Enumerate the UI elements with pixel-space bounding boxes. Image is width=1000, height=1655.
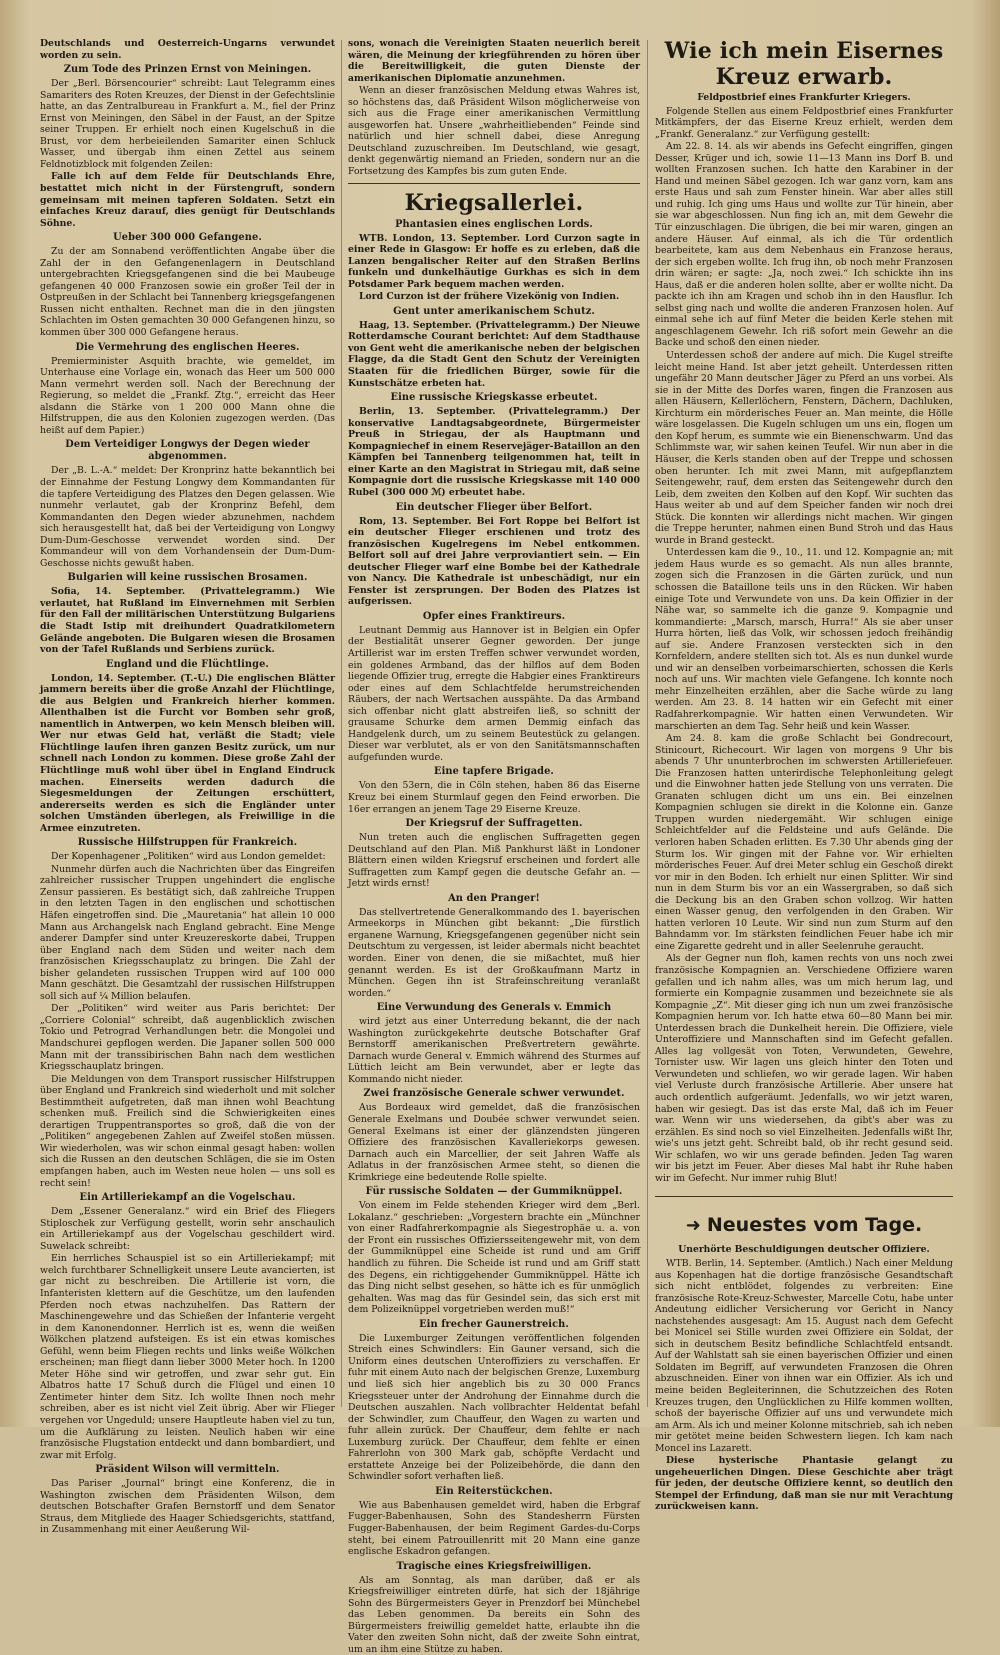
paragraph: Zu der am Sonnabend veröffentlichten Angabe über die Zahl der in den Gefangenenlagern in Deutschland untergebrachten Kriegsgefangenen sind die bei Maubeuge gefangenen 40 000 Franzosen sowie ein großer Teil der in Ostpreußen in der Schlacht bei Tannenberg kriegsgefangenen Russen nicht enthalten. Rechnet man die in den jüngsten Schlachten im Osten gemachten 30 000 Gefangenen hinzu, so kommen über 300 000 Gefangene heraus. [40,246,335,339]
article-heading: Präsident Wilson will vermitteln. [95,1464,280,1476]
paragraph: Berlin, 13. September. (Privattelegramm.) Der konservative Landtagsabgeordnete, Bürgermeister Preuß in Striegau, der als Hauptmann und Kompagniechef in einem Reservejäger-Bataillon an den Kämpfen bei Tannenberg teilgenommen hat, teilt in einer Karte an den Magistrat in Striegau mit, daß seine Kompagnie dort die russische Kriegskasse mit 140 000 Rubel (300 000 ℳ) erbeutet habe. [348,406,640,498]
paragraph: wird jetzt aus einer Unterredung bekannt, die der nach Washington zurückgekehrte deutsche Botschafter Graf Bernstorff amerikanischen Preßvertretern gewährte. Darnach wurde General v. Emmich während des Sturmes auf Lüttich leicht am Bein verwundet, aber er legte das Kommando nicht nieder. [348,1016,640,1085]
paragraph: Der Kopenhagener „Politiken“ wird aus London gemeldet: [51,851,326,863]
article-heading: Eine tapfere Brigade. [434,766,554,778]
article-heading: Ueber 300 000 Gefangene. [113,232,262,244]
paragraph: Wenn an dieser französischen Meldung etwas Wahres ist, so höchstens das, daß Präsident Wilson möglicherweise von sich aus die Frage einer amerikanischen Vermittlung ausgeworfen hat. Unsere „wahrheitliebenden“ Feinde sind natürlich und hier schnell dabei, diese Anregung Deutschland zuzuschreiben. Im Deutschland, wie gesagt, denkt gegenwärtig niemand an Frieden, sondern nur an die Fortsetzung des Kampfes bis zum guten Ende. [348,85,640,178]
paragraph: Am 24. 8. kam die große Schlacht bei Gondrecourt, Stinicourt, Richecourt. Wir lagen von morgens 9 Uhr bis abends 7 Uhr ununterbrochen im schwersten Artilleriefeuer. Die Franzosen hatten unterirdische Telephonleitung gelegt und die Einwohner hatten jede Stellung von uns verraten. Die Granaten schlugen dicht um uns ein. Bei einzelnen Kompagnien schlugen sie direkt in die Kolonne ein. Ganze Truppen wurden niedergemäht. Wir schlugen einige Schleichtfelder auf die Feldsteine und aufs Gelände. Die verloren haben Schaden erlitten. Es 7.30 Uhr abends ging der Sturm los. Wir gingen mit der Fahne vor. Wir erhielten mörderisches Feuer. Auf drei Meter schlug ein Geschoß direkt vor mir in den Boden. Ich erhielt nur einen Splitter. Wir sind nun in dem Sturm bis vor an ein Wassergraben, so daß sich die Deckung bis an den Graben schon vollzog. Wir hatten einen Wasser genug, den verfolgenden in den Graben. Wir hatten verloren 10 Leute. Wir sind nun zum Sturm auf den Bahndamm vor. Im stärksten feindlichen Feuer habe ich mir eine Zigarette gedreht und in aller Seelenruhe geraucht. [655,733,953,952]
paragraph: Lord Curzon ist der frühere Vizekönig von Indien. [359,291,620,303]
section-title [655,1213,953,1238]
paragraph: Dem „Essener Generalanz.“ wird ein Brief des Fliegers Stiploschek zur Verfügung gestellt, worin sehr anschaulich ein Artilleriekampf aus der Vogelschau geschildert wird. Suwelack schreibt: [40,1206,335,1252]
paragraph: Der „B. L.-A.“ meldet: Der Kronprinz hatte bekanntlich bei der Einnahme der Festung Longwy dem Kommandanten für die tapfere Verteidigung des Platzes den Degen gelassen. Wie nunmehr verlautet, gab der Kronprinz Befehl, dem Kommandanten den Degen wieder abzunehmen, nachdem sich herausgestellt hat, daß bei der Verteidigung von Longwy Dum-Dum-Geschosse verwendet worden sind. Der Kommandeur will von dem Vorhandensein der Dum-Dum-Geschosse nichts gewußt haben. [40,465,335,569]
article-subheading: Feldpostbrief eines Frankfurter Kriegers. [697,92,911,103]
section-title-text: Neuestes vom Tage. [706,1214,923,1237]
article-heading: Eine Verwundung des Generals v. Emmich [376,1002,612,1014]
section-title: Kriegsallerlei. [404,189,584,216]
column-left [40,38,335,1536]
paragraph: Haag, 13. September. (Privattelegramm.) Der Nieuwe Rotterdamsche Courant berichtet: Auf dem Stadthause von Gent weht die amerikanische neben der belgischen Flagge, da die Stadt Gent den Schutz der Vereinigten Staaten für die friedlichen Bürger, sowie für die Kunstschätze erbeten hat. [348,319,640,389]
column-rule [341,40,342,1407]
article-heading: Eine russische Kriegskasse erbeutet. [390,392,598,404]
paragraph: Als der Gegner nun floh, kamen rechts von uns noch zwei französische Kompagnien an. Verschiedene Offiziere waren gefallen und ich nahm alles, was um mich herum lag, und formierte ein Kompagnie zusammen und bezeichnete sie als Kompagnie „Z“. Mit dieser ging ich nun um zwei französische Kompagnien herum vor. Ich hatte etwa 60—80 Mann bei mir. Unterdessen brach die Dunkelheit herein. Die Offiziere, viele Unteroffiziere und Mannschaften sind im Gefecht gefallen. Alles lag vollgesät von Toten, Verwundeten, Gewehre, Tornister usw. Wir lagen uns gleich hinter den Toten und Verwundeten und schliefen, wo wir gerade lagen. Wir haben viel Verluste durch französische Artillerie. Aber unsere hat auch ordentlich aufgeräumt. Jedenfalls, wo wir jetzt waren, haben wir gesiegt. Das ist das erste Mal, daß ich im Feuer war. Wenn wir uns wiedersehen, da gibt's aber was zu erzählen. Es sind noch so viel Einzelheiten. Jedenfalls wißt Ihr, wie's uns jetzt geht. Schreibt bald, ob ihr recht gesund seid. Wir schlafen, wo wir uns gerade befinden. Jeden Tag waren wir bis jetzt im Feuer. Aber dieses Mal habt ihr Ruhe haben wir im Gefecht. Nur immer ruhig Blut! [655,953,953,1184]
paragraph: Ein herrliches Schauspiel ist so ein Artilleriekampf; mit welch furchtbarer Schnelligkeit unsere Leute avancierten, ist gar nicht zu beschreiben. Die Artillerie ist vorn, die Infanteristen klettern auf die Geschütze, um den laufenden Pferden noch etwas nachzuhelfen. Das Rattern der Maschinengewehre und das Schießen der Infanterie vergeht in dem Kanonendonner. Herrlich ist es, wenn die weißen Wölkchen platzend aufsteigen. Es ist ein etwas komisches Gefühl, wenn beim Fliegen rechts und links weiße Wölkchen erscheinen; man fliegt dann lieber 3000 Meter hoch. In 1200 Meter Höhe sind wir getroffen, und zwar sehr gut. Ein Albatros hatte 17 Schuß durch die Flügel und einen 10 Zentimeter hinter dem Sitz. Ich wollte Ihnen noch mehr schreiben, aber es ist nicht viel Zeit übrig. Aber wir Flieger vergehen vor Ungeduld; unsere Hauptleute haben viel zu tun, um die Aufklärung zu leisten. Neulich haben wir eine französische Flugstation entdeckt und dann bombardiert, und zwar mit Erfolg. [40,1253,335,1461]
paragraph: Leutnant Demmig aus Hannover ist in Belgien ein Opfer der Bestialität unserer Gegner geworden. Der junge Artillerist war im ersten Treffen schwer verwundet worden, ein goldenes Armband, das der hilflos auf dem Boden liegende Offizier trug, erregte die Habgier eines Franktireurs oder eines auf dem Schlachtfelde herumstreichenden Räubers, der nach Wertsachen ausspähte. Da das Armband sich offenbar nicht glatt abstreifen ließ, so schnitt der grausame Schurke dem armen Demmig einfach das Handgelenk durch, um zu seinem Beutestück zu gelangen. Dieser war verblutet, als er von den Sanitätsmannschaften aufgefunden wurde. [348,624,640,763]
article-heading: Zwei französische Generale schwer verwundet. [363,1088,625,1100]
paragraph: Nun treten auch die englischen Suffragetten gegen Deutschland auf den Plan. Miß Pankhurst läßt in Londoner Blättern einen wilden Kriegsruf erscheinen und fordert alle Suffragetten zum Kampf gegen die deutsche Gefahr an. — Jetzt wirds ernst! [348,832,640,890]
article-heading: Ein Artilleriekampf an die Vogelschau. [79,1192,296,1204]
paragraph: Deutschlands und Oesterreich-Ungarns verwundet worden zu sein. [40,38,335,61]
column-rule [647,40,648,1407]
article-subheading: Unerhörte Beschuldigungen deutscher Offiziere. [678,1244,930,1256]
article-heading: Ein Reiterstückchen. [435,1485,553,1497]
paragraph: Das stellvertretende Generalkommando des 1. bayerischen Armeekorps in München gibt bekannt: „Die fürstlich erganene Warnung, Kriegsgefangenen gegenüber nicht sein Deutschtum zu vergessen, ist leider abermals nicht beachtet worden. Einer von denen, die sie mißachtet, muß hier genannt werden. Es ist der Großkaufmann Martz in München. Gegen ihn ist Strafeinschreitung veranlaßt worden.“ [348,906,640,999]
paragraph: Premierminister Asquith brachte, wie gemeldet, im Unterhause eine Vorlage ein, wonach das Heer um 500 000 Mann vermehrt werden soll. Nach der Berechnung der Regierung, so meldet die „Frankf. Ztg.“, erreicht das Heer alsdann die Stärke von 1 200 000 Mann ohne die Hilfstruppen, die aus den Kolonien zugezogen werden. (Das heißt auf dem Papier.) [40,355,335,436]
section-title: Wie ich mein Eisernes Kreuz erwarb. [664,38,944,90]
article-heading: Für russische Soldaten — der Gummiknüppel. [365,1186,623,1198]
article-heading: England und die Flüchtlinge. [106,658,269,670]
paragraph: Der „Berl. Börsencourier“ schreibt: Laut Telegramm eines Samariters des Roten Kreuzes, der Dienst in der Gefechtslinie hatte, an das Zentralbureau in Frankfurt a. M., fiel der Prinz Ernst von Meiningen, den Säbel in der Faust, an der Spitze seiner Truppen. Er erhielt noch einen Kugelschuß in die Brust, vor dem herbeieilenden Samariter einen Schluck Wasser, und übergab ihm einen Zettel aus seinem Feldnotizblock mit folgenden Zeilen: [40,78,335,170]
article-heading: Ein deutscher Flieger über Belfort. [395,501,593,513]
article-heading: An den Pranger! [448,892,540,904]
divider [348,183,640,184]
paragraph: Unterdessen schoß der andere auf mich. Die Kugel streifte leicht meine Hand. Ist aber jetzt geheilt. Unterdessen ritten ungefähr 20 Mann deutscher Jäger zu Pferd an uns vorbei. Als sie in der Mitte des Dorfes waren, fingen die Franzosen aus allen Häusern, Kellerlöchern, Fenstern, Dächern, Dachluken, Kirchturm ein mörderisches Feuer an. Man meinte, die Hölle wäre losgelassen. Die Kugeln schlugen um uns ein, flogen um den Kopf herum, es summte wie ein Bienenschwarm. Und das Schlimmste war, wir sahen keinen Teufel. Wir nun aber in die Häuser, die Kerls standen oben auf der Treppe und schossen oben herunter. Ich mit zwei Mann, mit aufgepflanztem Seitengewehr, rauf, dem ersten das Seitengewehr durch den Leib, dem zweiten den Kolben auf den Kopf. Wir suchten das Haus weiter ab und auf dem Speicher fanden wir noch drei Stück. Die konnten wir allerdings nicht machen. Wir gingen die Treppe herunter, nahmen einen Bund Stroh und das Haus wurde in Brand gesteckt. [655,350,953,546]
article-heading: Bulgarien will keine russischen Brosamen. [67,572,308,584]
article-heading: Russische Hilfstruppen für Frankreich. [77,837,298,849]
paragraph: Von den 53ern, die in Cöln stehen, haben 86 das Eiserne Kreuz bei einem Sturmlauf gegen den Feind erworben. Die 16er errangen an jenem Tage 29 Eiserne Kreuze. [348,780,640,815]
article-heading: Gent unter amerikanischem Schutz. [393,305,595,317]
article-heading: Zum Tode des Prinzen Ernst von Meiningen. [63,64,312,76]
paragraph: Die Luxemburger Zeitungen veröffentlichen folgenden Streich eines Schwindlers: Ein Gauner versand, sich die Uniform eines deutschen Unteroffiziers zu verschaffen. Er fuhr mit einem Auto nach der belgischen Grenze, Luxemburg und ließ sich hier angeblich bis zu 30 000 Francs Kriegssteuer unter der Androhung der Einnahme durch die Deutschen auszahlen. Nach vollbrachter Heldentat befahl der Schwindler, zum Chauffeur, den Wagen zu warten und fuhr allein zurück. Der Chauffeur, dem fehlte er nach Luxemburg zurück. Der Chauffeur, dem fehlte er einen Fahrerlohn von 300 Mark gab, schöpfte Verdacht und erstattete Anzeige bei der Polizeibehörde, die dann den Schwindler sofort verhaften ließ. [348,1332,640,1483]
paragraph: Als am Sonntag, als man darüber, daß er als Kriegsfreiwilliger eintreten dürfe, hat sich der 18jährige Sohn des Bürgermeisters Geyer in Prenzdorf bei Münchebel das Leben genommen. Da bereits ein Sohn des Bürgermeisters freiwillig gemeldet hatte, erlaubte ihn die Vater den zweiten Sohn nicht, daß der zweite Sohn eintrat, um an ihm eine Stütze zu haben. [348,1574,640,1655]
article-heading: Tragische eines Kriegsfreiwilligen. [396,1560,592,1572]
paragraph: Diese hysterische Phantasie gelangt zu ungeheuerlichen Dingen. Diese Geschichte aber trägt für jeden, der deutsche Offiziere kennt, so deutlich den Stempel der Erfindung, daß man sie nur mit Verachtung zurückweisen kann. [655,1455,953,1513]
article-heading: Der Kriegsruf der Suffragetten. [405,818,583,830]
paragraph: Unterdessen kam die 9., 10., 11. und 12. Kompagnie an; mit jedem Haus wurde es so gemacht. Als nun alles brannte, zogen sich die Franzosen in die Gärten zurück, und nun schossen die Bataillone teils uns in den Rücken. Wir haben einige Tote und Verwundete von uns. Da kein Offizier in der Nähe war, so sammelte ich die ganze 9. Kompagnie und kommandierte: „Marsch, marsch, Hurra!“ Als sie aber unser Hurra hörten, ließ das Volk, wir schossen jedoch freihändig auf sie. Andere Franzosen versteckten sich in den Kornfeldern, andere stellten sich tot. Als es nun dunkel wurde und wir an denselben vorbeimarschierten, schossen die Kerls noch auf uns. Wir machten viele Gefangene. Ich konnte noch mehr Einzelheiten erzählen, aber die Sache würde zu lang werden. Am 23. 8. 14 hatten wir ein Gefecht mit einer Radfahrerkompagnie. Wir hatten einen Verwundeten. Wir marschierten an dem Tag. Sehr heiß und kein Wasser. [655,547,953,732]
arrow-icon: ➜ [685,1215,701,1237]
paragraph: Das Pariser „Journal“ bringt eine Konferenz, die in Washington zwischen dem Präsidenten Wilson, dem deutschen Botschafter Grafen Bernstorff und dem Senator Straus, dem Mitgliede des Haager Schiedsgerichts, stattfand, in Zusammenhang mit einer Aeußerung Wil- [40,1478,335,1536]
paragraph: Der „Politiken“ wird weiter aus Paris berichtet: Der „Corriere Colonial“ schreibt, daß augenblicklich zwischen Tokio und Petrograd Verhandlungen betr. die Mongolei und Mandschurei gepflogen werden. Die Japaner sollen 500 000 Mann mit der transsibirischen Bahn nach dem westlichen Kriegsschauplatz bringen. [40,1003,335,1073]
paragraph: Nunmehr dürfen auch die Nachrichten über das Eingreifen zahlreicher russischer Truppen ungehindert die englische Zensur passieren. Es bestätigt sich, daß zahlreiche Truppen in den letzten Tagen in den englischen und schottischen Häfen eingetroffen sind. Die „Mauretania“ hat allein 10 000 Mann aus Archangelsk nach England gebracht. Eine Menge anderer Dampfer sind unter Kreuzereskorte dabei, Truppen über England nach dem Süden und weiter nach dem französischen Kriegsschauplatz zu bringen. Die Zahl der bisher gelandeten russischen Truppen wird auf 100 000 Mann geschätzt. Die Gesamtzahl der russischen Hilfstruppen soll sich auf ¼ Million belaufen. [40,863,335,1002]
column-right [655,38,953,1513]
article-heading: Ein frecher Gaunerstreich. [419,1318,569,1330]
paragraph: London, 14. September. (T.-U.) Die englischen Blätter jammern bereits über die große Anzahl der Flüchtlinge, die aus Belgien und Frankreich hierher kommen. Allenthalben ist die Furcht vor Bomben sehr groß, namentlich in Antwerpen, wo kein Mensch bleiben will. Wer nur etwas Geld hat, verläßt die Stadt; viele Flüchtlinge laufen ihren ganzen Besitz zurück, um nur schnell nach London zu kommen. Diese große Zahl der Flüchtlinge muß wohl über übel in England Eindruck machen. Einerseits werden dadurch die Siegesmeldungen der Zeitungen erschüttert, andererseits werden es sich die Engländer unter solchen Umständen überlegen, als Freiwillige in die Armee einzutreten. [40,672,335,834]
paragraph: Aus Bordeaux wird gemeldet, daß die französischen Generale Exelmans und Doubée schwer verwundet seien. General Exelmans ist einer der glänzendsten jüngeren Offiziere des französischen Kavalleriekorps gewesen. Darnach auch ein Marcellier, der seit Jahren Waffe als Adlatus in der französischen Armee steht, so dienen die Krimkriege eine bedeutende Rolle spielte. [348,1102,640,1183]
paragraph: Wie aus Babenhausen gemeldet wird, haben die Erbgraf Fugger-Babenhausen, Sohn des Standesherrn Fürsten Fugger-Babenhausen, der beim Regiment Gardes-du-Corps steht, bei einem Patrouillenritt mit 20 Mann eine ganze englische Eskadron gefangen. [348,1499,640,1558]
article-heading: Die Vermehrung des englischen Heeres. [75,341,300,353]
paragraph: Am 22. 8. 14. als wir abends ins Gefecht eingriffen, gingen Desser, Krüger und ich, sowie 11—13 Mann ins Dorf B. und wollten Franzosen suchen. Ich hatte den Karabiner in der Hand und meinen Säbel gezogen. Ich war ganz vorn, kam ans erste Haus und sah zum Fenster hinein. War aber alles still und ruhig. Ich ging ums Haus und wollte zur Tür hinein, aber sie war abgeschlossen. Nun fing ich an, mit dem Gewehr die Tür einzuschlagen. Die übrigen, die bei mir waren, gingen an andere Häuser. Auf einmal, als ich die Tür ordentlich bearbeitete, kam aus dem Nebenhaus ein Franzose heraus, der sich ergeben wollte. Ich frug ihn, ob noch mehr Franzosen drin wären; er sagte: „Ja, noch zwei.“ Ich schickte ihn ins Haus, daß er die anderen holen sollte, aber er wollte nicht. Da packte ich ihn am Kragen und schob ihn in den Hausflur. Ich selbst ging nach und wollte die anderen Franzosen holen. Auf einmal sehe ich auf fünf Meter die beiden Kerle stehen mit angeschlagenem Gewehr. Ich riß sofort mein Gewehr an die Backe und schoß den einen nieder. [655,141,953,349]
paragraph: Falle ich auf dem Felde für Deutschlands Ehre, bestattet mich nicht in der Fürstengruft, sondern gemeinsam mit meinen tapferen Soldaten. Setzt ein einfaches Kreuz darauf, dies genügt für Deutschlands Söhne. [40,171,335,229]
paragraph: Die Meldungen von dem Transport russischer Hilfstruppen über England und Frankreich sind wiederholt und mit solcher Bestimmtheit aufgetreten, daß man ihnen wohl Beachtung schenken muß. Freilich sind die Schwierigkeiten eines derartigen Truppentransportes so groß, daß die von der „Politiken“ angegebenen Zahlen auf Zweifel stoßen müssen. Wir wiederholen, was wir schon einmal gesagt haben: wollen sich die Russen an den deutschen Schlägen, die sie im Osten empfangen haben, auch im Westen neue holen — uns soll es recht sein! [40,1073,335,1189]
paragraph: sons, wonach die Vereinigten Staaten neuerlich bereit wären, die Meinung der kriegführenden zu hören über die Bereitwilligkeit, die guten Dienste der amerikanischen Diplomatie anzunehmen. [348,38,640,84]
paragraph: Von einem im Felde stehenden Krieger wird dem „Berl. Lokalanz.“ geschrieben: „Vorgestern brachte ein „Münchner von einer Radfahrerkompagnie als Siegestrophäe u. a. von der Front ein russisches Offiziersseitengewehr mit, von dem der Gummiknüppel eine Scheide ist rund und am Griff handlich zu führen. Die Scheide ist rund und am Griff statt des Degens, ein richtiggehender Gummiknüppel. Hätte ich das Ding nicht selbst gesehen, so hätte ich es für unmöglich gehalten. Was mag das für Gesindel sein, das sich erst mit dem Polizeiknüppel vorgetrieben werden muß!“ [348,1200,640,1316]
article-heading: Dem Verteidiger Longwys der Degen wieder abgenommen. [65,439,310,463]
paragraph: WTB. Berlin, 14. September. (Amtlich.) Nach einer Meldung aus Kopenhagen hat die dortige französische Gesandtschaft sich nicht entblödet, folgendes zu verbreiten: Eine französische Rote-Kreuz-Schwester, Marcelle Cotu, habe unter Andeutung eidlicher Versicherung vor Gericht in Nancy nachstehendes ausgesagt: Am 15. August nach dem Gefecht bei Monicel sei Stille wurden zwei Offiziere ein Soldat, der sich in deutschem Besitz befindliche Schlachtfeld entsandt. Auf der Wahlstatt sah sie einen bayerischen Offizier und einen Soldaten im Begriff, auf verwundeten Franzosen die Ohren abzuschneiden. Einer von ihnen war ein Offizier. Als ich und meine beiden Begleiterinnen, die Schutzzeichen des Roten Kreuzes trugen, den Unglücklichen zu Hilfe kommen wollten, schoß der bayerische Offizier auf uns und verwundete mich am Arm. Als ich und meiner Kolonne mitschrieb, sah ich neben mir getötet meine beiden Schwestern liegen. Ich kam nach Moncel ins Lazarett. [655,1257,953,1454]
paragraph: Sofia, 14. September. (Privattelegramm.) Wie verlautet, hat Rußland im Einvernehmen mit Serbien für den Fall der militärischen Unterstützung Bulgariens die Stadt Istip mit dreihundert Quadratkilometern Gelände angeboten. Die Bulgaren wiesen die Brosamen von der Tafel Rußlands und Serbiens zurück. [40,586,335,656]
article-heading: Phantasien eines englischen Lords. [395,218,593,230]
paragraph: Folgende Stellen aus einem Feldpostbrief eines Frankfurter Mitkämpfers, der das Eiserne Kreuz erhielt, werden dem „Frankf. Generalanz.“ zur Verfügung gestellt: [655,105,953,140]
article-heading: Opfer eines Franktireurs. [422,610,566,622]
paragraph: Rom, 13. September. Bei Fort Roppe bei Belfort ist ein deutscher Flieger erschienen und trotz des französischen Kugelregens im Nebel entkommen. Belfort soll auf drei Jahre verproviantiert sein. — Ein deutscher Flieger warf eine Bombe bei der Kathedrale von Nancy. Die Kathedrale ist unbeschädigt, nur ein Fenster ist zersprungen. Der Boden des Platzes ist aufgerissen. [348,515,640,608]
divider [655,1196,953,1197]
paragraph: WTB. London, 13. September. Lord Curzon sagte in einer Rede in Glasgow: Er hoffe es zu erleben, daß die Lanzen bengalischer Reiter auf den Straßen Berlins funkeln und dunkelhäutige Gurkhas es sich in dem Potsdamer Park bequem machen werden. [348,232,640,290]
column-middle [348,38,640,1655]
